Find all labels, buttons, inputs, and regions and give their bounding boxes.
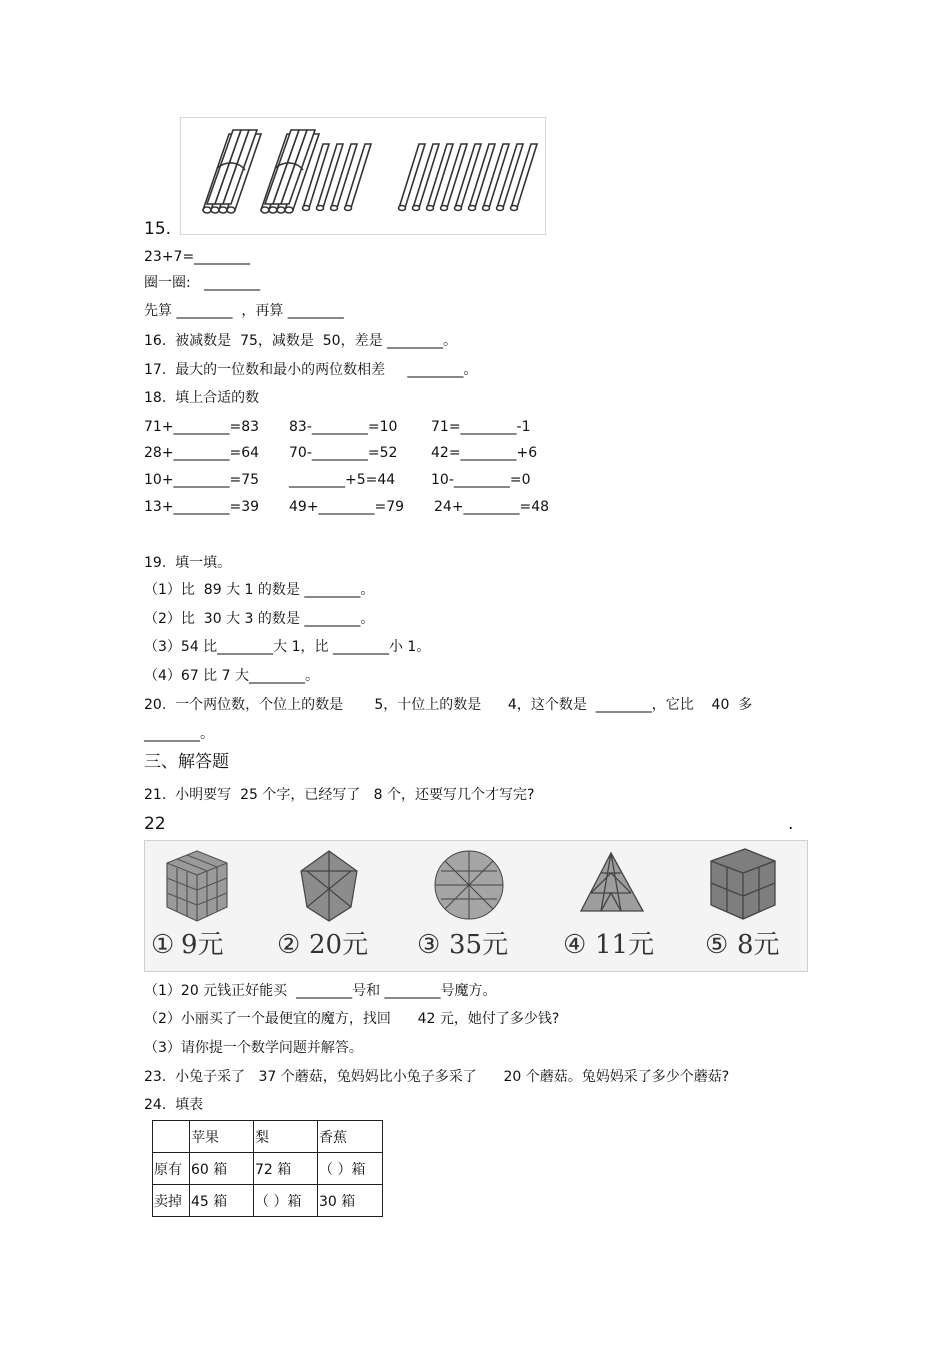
q23-text: 23. 小兔子采了 37 个蘑菇，兔妈妈比小兔子多采了 20 个蘑菇。兔妈妈采了多少个蘑菇? [144, 1069, 730, 1085]
q15-number: 15. [144, 219, 172, 239]
q19-title: 19. 填一填。 [144, 555, 232, 571]
section-title: 三、解答题 [144, 752, 229, 772]
q19-item: （1）比 89 大 1 的数是 ________。 [144, 582, 375, 598]
q18-title: 18. 填上合适的数 [144, 390, 260, 406]
sticks-illustration [181, 118, 545, 234]
price-label: ① [151, 930, 175, 960]
q20-line1: 20. 一个两位数，个位上的数是 5，十位上的数是 4，这个数是 ________，它比 40 多 [144, 697, 753, 713]
q18-cell: 42=________+6 [431, 445, 538, 461]
q19-item: （3）54 比________大 1，比 ________小 1。 [144, 639, 431, 655]
q18-cell: 28+________=64 [144, 445, 260, 461]
price-label: ④ [563, 930, 587, 960]
fill-table [152, 1120, 383, 1217]
q18-cell: 10-________=0 [431, 472, 531, 488]
q22-sub3: （3）请你提一个数学问题并解答。 [144, 1040, 363, 1056]
q15-line3: 先算 ________ ，再算 ________ [144, 303, 344, 319]
price-label: ③ [417, 930, 441, 960]
table-cell: 苹果 [190, 1121, 254, 1153]
q16-text: 16. 被减数是 75，减数是 50，差是 ________。 [144, 333, 458, 349]
table-cell: 卖掉 [153, 1185, 190, 1217]
ball-cube-icon [435, 851, 503, 919]
magic-cubes-figure [144, 840, 808, 972]
magic-cubes-illustration [145, 841, 807, 971]
dodecahedron-cube-icon [301, 851, 357, 921]
table-cell [153, 1121, 190, 1153]
table-row [153, 1185, 383, 1217]
q18-cell: ________+5=44 [289, 472, 396, 488]
price-label: 20元 [309, 930, 369, 960]
table-cell: 72 箱 [254, 1153, 318, 1185]
q18-cell: 10+________=75 [144, 472, 260, 488]
price-label: ⑤ [705, 930, 729, 960]
q18-cell: 83-________=10 [289, 419, 398, 435]
q18-cell: 24+________=48 [434, 499, 550, 515]
table-cell: 梨 [254, 1121, 318, 1153]
q22-number: 22 [144, 814, 166, 834]
q22-sub1: （1）20 元钱正好能买 ________号和 ________号魔方。 [144, 983, 497, 999]
q19-item: （2）比 30 大 3 的数是 ________。 [144, 611, 375, 627]
q18-cell: 71=________-1 [431, 419, 531, 435]
q18-cell: 49+________=79 [289, 499, 405, 515]
q18-cell: 71+________=83 [144, 419, 260, 435]
table-row [153, 1153, 383, 1185]
price-label: 8元 [737, 930, 780, 960]
q18-cell: 13+________=39 [144, 499, 260, 515]
table-header-row [153, 1121, 383, 1153]
table-cell: （ ）箱 [318, 1153, 383, 1185]
table-cell: 香蕉 [318, 1121, 383, 1153]
q15-line2: 圈一圈: ________ [144, 275, 261, 291]
rubiks-cube-icon [167, 851, 227, 921]
q24-title: 24. 填表 [144, 1097, 204, 1113]
q22-sub2: （2）小丽买了一个最便宜的魔方，找回 42 元，她付了多少钱? [144, 1011, 560, 1027]
price-label: 9元 [181, 930, 224, 960]
table-cell: 60 箱 [190, 1153, 254, 1185]
price-label: ② [277, 930, 301, 960]
table-cell: （ ）箱 [254, 1185, 318, 1217]
q19-item: （4）67 比 7 大________。 [144, 668, 319, 684]
sticks-figure [180, 117, 546, 235]
q15-line1: 23+7=________ [144, 249, 251, 265]
q21-text: 21. 小明要写 25 个字，已经写了 8 个，还要写几个才写完? [144, 787, 535, 803]
table-cell: 原有 [153, 1153, 190, 1185]
q18-cell: 70-________=52 [289, 445, 398, 461]
table-cell: 45 箱 [190, 1185, 254, 1217]
pyramid-cube-icon [581, 853, 643, 911]
price-label: 35元 [449, 930, 509, 960]
q22-dot: . [788, 814, 794, 834]
loose-sticks-icon [399, 144, 538, 211]
price-label: 11元 [595, 930, 655, 960]
q20-line2: ________。 [144, 726, 214, 742]
table-cell: 30 箱 [318, 1185, 383, 1217]
two-by-two-cube-icon [711, 849, 775, 919]
bundle-of-ten-icon [203, 130, 261, 213]
q17-text: 17. 最大的一位数和最小的两位数相差 ________。 [144, 362, 478, 378]
